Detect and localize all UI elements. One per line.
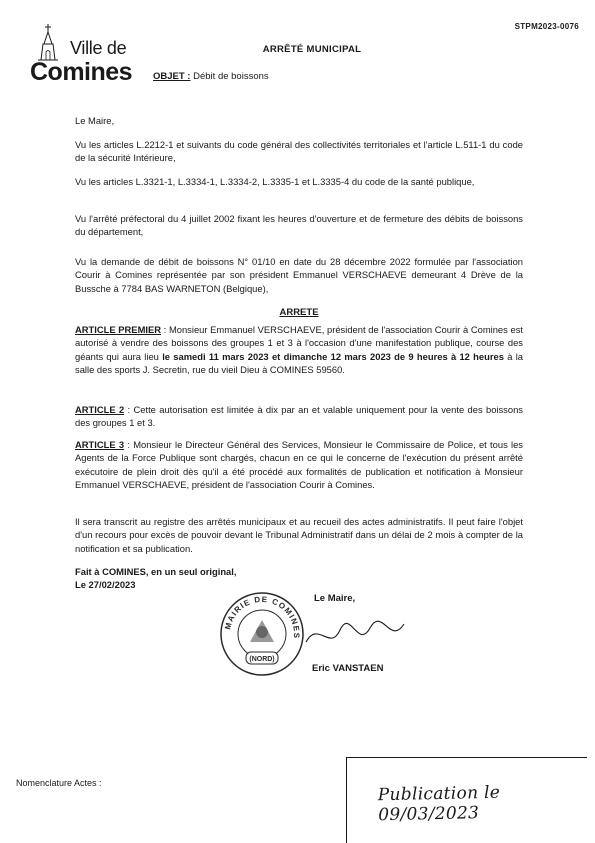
nomenclature-label: Nomenclature Actes : — [16, 778, 102, 788]
vu-paragraph-1: Vu les articles L.2212-1 et suivants du code général des collectivités territoriales et l'article L.511-1 du code de la sécurité Intérieure, — [75, 139, 523, 164]
article-premier-text-a: : Monsieur Emmanuel VERSCHAEVE, président de l'association Courir à Comines est autorisé à vendre des boissons des groupes 1 et 3 à l'occasion d'une manifestation publique, course des géants qui aura lieu — [75, 324, 523, 362]
handwritten-signature-icon — [300, 610, 410, 660]
date-line: Le 27/02/2023 — [75, 579, 136, 590]
stamp-bottom-text: (NORD) — [249, 656, 275, 663]
document-title: ARRÊTÉ MUNICIPAL — [262, 44, 362, 55]
article-premier-label: ARTICLE PREMIER — [75, 324, 162, 335]
mairie-stamp-icon — [218, 590, 306, 678]
article-2-text: : Cette autorisation est limitée à dix par an et valable uniquement pour la vente des boissons des groupes 1 et 3. — [75, 404, 523, 429]
vu-paragraph-4: Vu la demande de débit de boissons N° 01/10 en date du 28 décembre 2022 formulée par l'association Courir à Comines représentée par son président Emmanuel VERSCHAEVE demeurant 4 Drève de la Bussche à 7784 BAS WARNETON (Belgique), — [75, 256, 523, 294]
signature-title: Le Maire, — [314, 593, 356, 604]
objet-label: OBJET : — [153, 71, 191, 82]
fait-a-line: Fait à COMINES, en un seul original, — [75, 566, 237, 577]
document-reference: STPM2023-0076 — [514, 22, 579, 31]
publication-date-handwritten: Publication le 09/03/2023 — [377, 782, 501, 826]
vu-paragraph-2: Vu les articles L.3321-1, L.3334-1, L.3334-2, L.3335-1 et L.3335-4 du code de la santé publique, — [75, 176, 475, 187]
objet-text: Débit de boissons — [193, 71, 269, 82]
logo-comines: Comines — [30, 58, 133, 86]
article-premier-dates: le samedi 11 mars 2023 et dimanche 12 mars 2023 de 9 heures à 12 heures — [162, 350, 504, 362]
arrete-heading: ARRETE — [279, 307, 319, 318]
objet-line — [153, 71, 269, 82]
transmission-paragraph: Il sera transcrit au registre des arrêtés municipaux et au recueil des actes administratifs. Il peut faire l'objet d'un recours pour excès de pouvoir devant le Tribunal Administratif dans un délai de 2 mois à compter de la notification et sa publication. — [75, 516, 523, 554]
article-2 — [75, 403, 523, 430]
vu-paragraph-3: Vu l'arrêté préfectoral du 4 juillet 2002 fixant les heures d'ouverture et de fermeture des débits de boissons du département, — [75, 213, 523, 238]
stamp-ring-text: MAIRIE DE COMINES — [223, 594, 302, 640]
article-3-text: : Monsieur le Directeur Général des Services, Monsieur le Commissaire de Police, et tous les Agents de la Force Publique sont chargés, chacun en ce qui le concerne de l'exécution du présent arrêté exécutoire de plein droit dès qu'il a été procédé aux formalités de publication et notification à Monsieur Emmanuel VERSCHAEVE, président de l'association Courir à Comines. — [75, 439, 523, 491]
article-3 — [75, 438, 523, 492]
signatory-name: Eric VANSTAEN — [312, 663, 384, 674]
intro-line: Le Maire, — [75, 115, 115, 126]
article-premier — [75, 323, 523, 377]
article-premier-text-b: à la salle des sports J. Secretin, rue du vieil Dieu à COMINES 59560. — [75, 350, 524, 376]
article-3-label: ARTICLE 3 — [75, 439, 125, 450]
logo-ville-de: Ville de — [70, 38, 127, 58]
article-2-label: ARTICLE 2 — [75, 404, 125, 415]
